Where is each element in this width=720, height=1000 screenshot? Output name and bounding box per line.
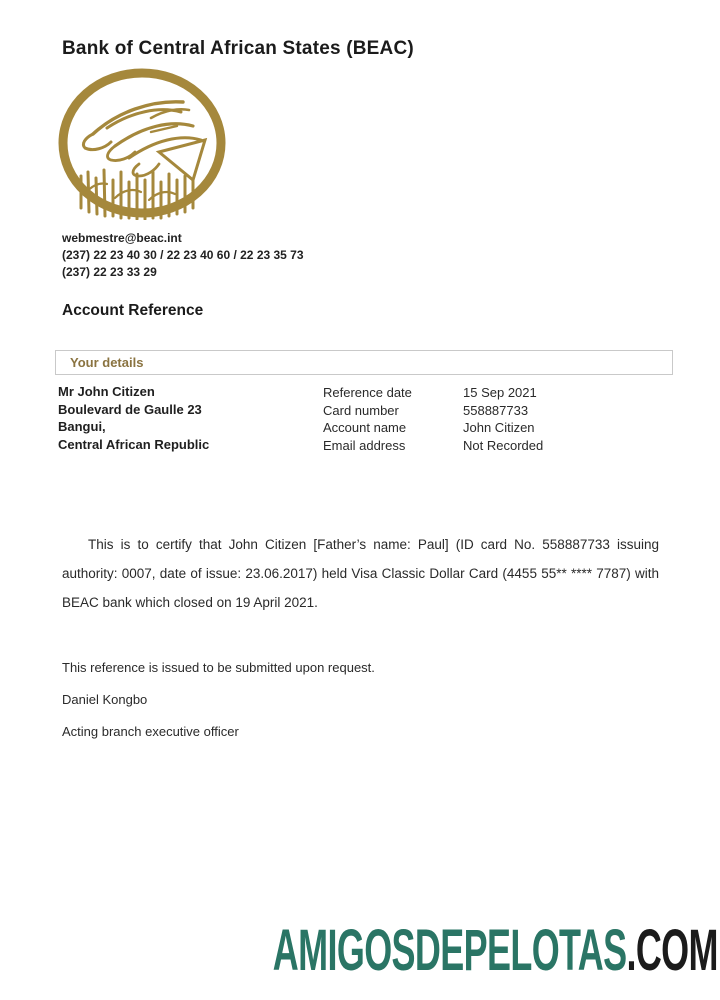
details-values-column [463, 384, 543, 454]
detail-value-reference-date: 15 Sep 2021 [463, 385, 537, 400]
contact-phone-2: (237) 22 23 33 29 [62, 265, 157, 279]
details-labels-column [323, 384, 412, 454]
recipient-line: Boulevard de Gaulle 23 [58, 401, 202, 417]
recipient-line: Bangui, [58, 419, 106, 434]
detail-value-email-address: Not Recorded [463, 437, 544, 453]
detail-value-account-name: John Citizen [463, 420, 535, 435]
contact-email: webmestre@beac.int [62, 231, 182, 245]
watermark-main-text: AMIGOSDEPELOTAS [272, 918, 627, 983]
detail-label-reference-date: Reference date [323, 385, 412, 400]
signatory-title: Acting branch executive officer [62, 724, 239, 739]
your-details-header: Your details [55, 350, 673, 375]
contact-phone-1: (237) 22 23 40 30 / 22 23 40 60 / 22 23 35 73 [62, 248, 304, 262]
closing-statement: This reference is issued to be submitted upon request. [62, 660, 375, 675]
bank-name-title: Bank of Central African States (BEAC) [62, 38, 414, 59]
site-watermark [273, 917, 718, 984]
recipient-line: Central African Republic [58, 436, 210, 452]
detail-label-card-number: Card number [323, 402, 399, 418]
recipient-address [58, 383, 209, 453]
detail-label-email-address: Email address [323, 437, 406, 453]
signatory-name: Daniel Kongbo [62, 692, 148, 707]
detail-value-card-number: 558887733 [463, 402, 529, 418]
contact-block [62, 230, 304, 281]
beac-logo [55, 68, 229, 220]
certification-paragraph: This is to certify that John Citizen [Father’s name: Paul] (ID card No. 558887733 issuing authority: 0007, date of issue: 23.06.2017) held Visa Classic Dollar Card (4455 55** **** 7787) with BEAC bank which closed on 19 April 2021. [62, 537, 659, 610]
antelopes-logo-icon [55, 68, 229, 220]
watermark-suffix-text: .COM [626, 918, 718, 983]
recipient-line: Mr John Citizen [58, 384, 155, 399]
page-title: Account Reference [62, 302, 204, 319]
detail-label-account-name: Account name [323, 420, 407, 435]
